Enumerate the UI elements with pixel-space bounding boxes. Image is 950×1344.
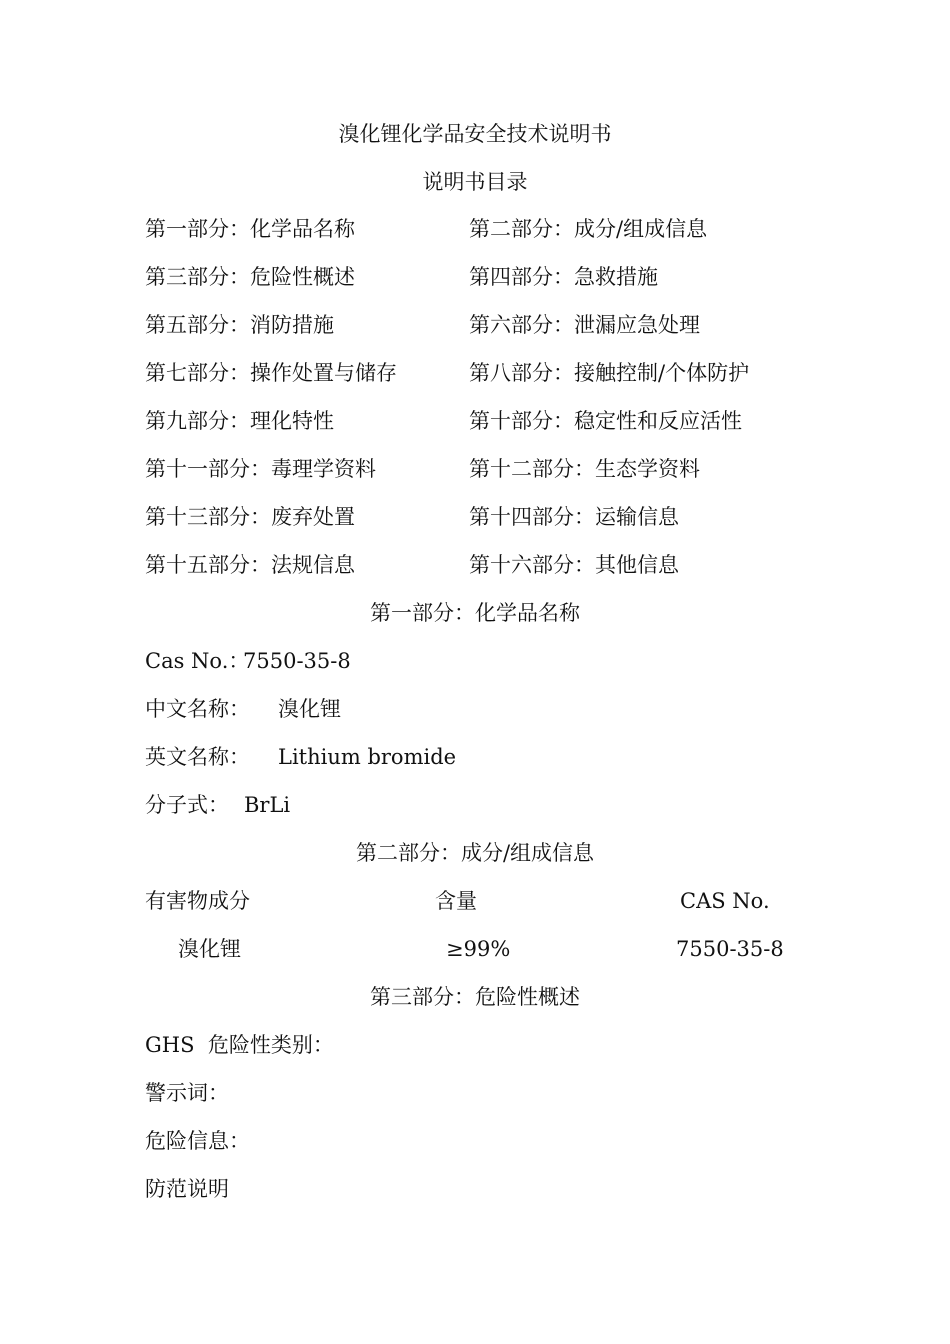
cas-value: 7550-35-8 bbox=[243, 649, 351, 673]
toc-item: 第十一部分：毒理学资料 bbox=[145, 457, 376, 481]
chinese-name-value: 溴化锂 bbox=[278, 697, 341, 721]
cas-label: Cas No.： bbox=[145, 649, 250, 673]
formula-label: 分子式： bbox=[145, 793, 229, 817]
table-cell: 溴化锂 bbox=[178, 937, 241, 961]
toc-item: 第十部分：稳定性和反应活性 bbox=[469, 409, 742, 433]
toc-item: 第七部分：操作处置与储存 bbox=[145, 361, 397, 385]
table-header-cell: 有害物成分 bbox=[145, 889, 250, 913]
toc-item: 第十二部分：生态学资料 bbox=[469, 457, 700, 481]
toc-item: 第十三部分：废弃处置 bbox=[145, 505, 355, 529]
precaution-label: 防范说明 bbox=[145, 1177, 229, 1201]
formula-value: BrLi bbox=[244, 793, 291, 817]
section2-heading: 第二部分：成分/组成信息 bbox=[355, 841, 595, 865]
table-cell: ≥99% bbox=[446, 937, 511, 961]
table-header-cell: CAS No. bbox=[680, 889, 770, 913]
toc-item: 第一部分：化学品名称 bbox=[145, 217, 355, 241]
toc-item: 第十六部分：其他信息 bbox=[469, 553, 679, 577]
toc-item: 第十四部分：运输信息 bbox=[469, 505, 679, 529]
toc-item: 第四部分：急救措施 bbox=[469, 265, 658, 289]
toc-item: 第五部分：消防措施 bbox=[145, 313, 334, 337]
table-header-cell: 含量 bbox=[435, 889, 477, 913]
chinese-name-label: 中文名称： bbox=[145, 697, 250, 721]
toc-item: 第九部分：理化特性 bbox=[145, 409, 334, 433]
toc-item: 第十五部分：法规信息 bbox=[145, 553, 355, 577]
english-name-label: 英文名称： bbox=[145, 745, 250, 769]
toc-item: 第六部分：泄漏应急处理 bbox=[469, 313, 700, 337]
hazard-info-label: 危险信息： bbox=[145, 1129, 250, 1153]
table-cell: 7550-35-8 bbox=[676, 937, 784, 961]
ghs-category-label: GHS 危险性类别： bbox=[145, 1033, 334, 1057]
document-title: 溴化锂化学品安全技术说明书 bbox=[338, 122, 612, 146]
toc-heading: 说明书目录 bbox=[422, 170, 528, 194]
toc-item: 第二部分：成分/组成信息 bbox=[469, 217, 708, 241]
toc-item: 第八部分：接触控制/个体防护 bbox=[469, 361, 750, 385]
section1-heading: 第一部分：化学品名称 bbox=[370, 601, 580, 625]
signal-word-label: 警示词： bbox=[145, 1081, 229, 1105]
english-name-value: Lithium bromide bbox=[278, 745, 457, 769]
toc-item: 第三部分：危险性概述 bbox=[145, 265, 355, 289]
section3-heading: 第三部分：危险性概述 bbox=[370, 985, 580, 1009]
